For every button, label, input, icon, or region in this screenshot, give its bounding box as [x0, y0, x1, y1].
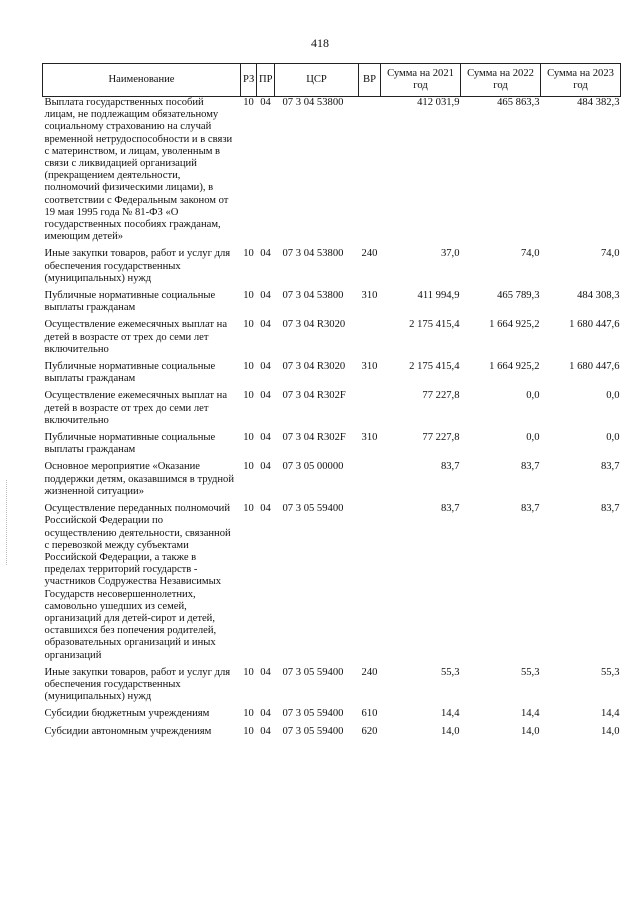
table-body: [43, 97, 621, 743]
row-name: Осуществление переданных полномочий Российской Федерации по осуществлению деятельности, связанной с перевозкой между субъектами Российской Федерации, а также в пределах территорий государств - участников Содружества Независимых Государств несовершеннолетних, самовольно ушедших из семей, организаций для детей-сирот и детей, оставшихся без попечения родителей, образовательных организаций и иных организаций: [44, 503, 231, 661]
row-sum-2022: 14,4: [520, 708, 540, 720]
row-vr: [359, 503, 381, 667]
row-sum-2021: 2 175 415,4: [409, 319, 460, 331]
row-sum-2021: 77 227,8: [422, 432, 460, 444]
row-rz: 10: [243, 290, 254, 302]
table-header: [43, 64, 621, 97]
row-sum-2021: 83,7: [440, 503, 460, 515]
row-csr: 07 3 05 59400: [282, 725, 344, 737]
table-row: [43, 708, 621, 725]
header-vr: ВР: [359, 64, 381, 97]
row-pr: 04: [260, 708, 271, 720]
row-sum-2022: 465 789,3: [497, 290, 540, 302]
row-rz: 10: [243, 503, 254, 515]
row-name: Иные закупки товаров, работ и услуг для обеспечения государственных (муниципальных) нужд: [44, 248, 231, 284]
row-sum-2022: 0,0: [526, 432, 540, 444]
row-sum-2022: 465 863,3: [497, 97, 540, 108]
table-row: [43, 390, 621, 432]
row-sum-2023: 0,0: [606, 432, 620, 444]
row-rz: 10: [243, 725, 254, 737]
row-vr: 310: [361, 290, 378, 302]
row-sum-2023: 55,3: [600, 666, 620, 678]
row-sum-2023: 83,7: [600, 461, 620, 473]
row-name: Выплата государственных пособий лицам, не подлежащим обязательному социальному страхованию на случай временной нетрудоспособности и в связи с материнством, и лицам, уволенным в связи с ликвидацией организаций (прекращением деятельности, полномочий физическими лицами), в соответствии с Федеральным законом от 19 мая 1995 года № 81-ФЗ «О государственных пособиях гражданам, имеющим детей»: [44, 97, 233, 243]
row-sum-2021: 14,4: [440, 708, 460, 720]
row-sum-2021: 14,0: [440, 725, 460, 737]
row-name: Публичные нормативные социальные выплаты гражданам: [44, 432, 216, 456]
row-sum-2022: 83,7: [520, 461, 540, 473]
header-name: Наименование: [43, 64, 241, 97]
row-csr: 07 3 04 R302F: [282, 432, 346, 444]
row-sum-2023: 74,0: [600, 248, 620, 260]
row-rz: 10: [243, 432, 254, 444]
table-row: [43, 667, 621, 709]
row-vr: 310: [361, 361, 378, 373]
margin-mark: [6, 480, 9, 565]
budget-table: [42, 63, 621, 743]
row-sum-2022: 0,0: [526, 390, 540, 402]
row-name: Публичные нормативные социальные выплаты гражданам: [44, 361, 216, 385]
row-rz: 10: [243, 708, 254, 720]
row-sum-2022: 1 664 925,2: [489, 361, 540, 373]
table-row: [43, 503, 621, 667]
table-row: [43, 290, 621, 319]
header-rz: РЗ: [241, 64, 257, 97]
header-sum-2023: Сумма на 2023 год: [541, 64, 621, 97]
row-vr: [359, 390, 381, 432]
row-csr: 07 3 04 R3020: [282, 319, 346, 331]
row-sum-2021: 412 031,9: [417, 97, 460, 108]
row-sum-2021: 55,3: [440, 666, 460, 678]
row-rz: 10: [243, 319, 254, 331]
row-pr: 04: [260, 97, 271, 108]
row-pr: 04: [260, 432, 271, 444]
row-csr: 07 3 04 53800: [282, 97, 344, 108]
table-row: [43, 97, 621, 249]
row-csr: 07 3 04 R302F: [282, 390, 346, 402]
row-sum-2023: 484 382,3: [577, 97, 620, 108]
row-vr: 240: [361, 248, 378, 260]
table-row: [43, 432, 621, 461]
header-csr: ЦСР: [275, 64, 359, 97]
page-number: 418: [311, 36, 329, 50]
row-sum-2023: 0,0: [606, 390, 620, 402]
row-pr: 04: [260, 666, 271, 678]
row-csr: 07 3 04 53800: [282, 290, 344, 302]
row-rz: 10: [243, 248, 254, 260]
row-sum-2023: 83,7: [600, 503, 620, 515]
row-sum-2023: 1 680 447,6: [569, 361, 620, 373]
row-rz: 10: [243, 461, 254, 473]
row-sum-2021: 83,7: [440, 461, 460, 473]
row-csr: 07 3 04 53800: [282, 248, 344, 260]
row-sum-2022: 14,0: [520, 725, 540, 737]
row-name: Субсидии бюджетным учреждениям: [44, 708, 210, 720]
table-row: [43, 361, 621, 390]
row-pr: 04: [260, 319, 271, 331]
row-vr: 610: [361, 708, 378, 720]
row-vr: 310: [361, 432, 378, 444]
row-sum-2022: 55,3: [520, 666, 540, 678]
row-name: Иные закупки товаров, работ и услуг для обеспечения государственных (муниципальных) нужд: [44, 666, 231, 703]
row-name: Осуществление ежемесячных выплат на детей в возрасте от трех до семи лет включительно: [44, 319, 228, 355]
row-pr: 04: [260, 390, 271, 402]
row-csr: 07 3 05 00000: [282, 461, 344, 473]
row-pr: 04: [260, 461, 271, 473]
row-rz: 10: [243, 390, 254, 402]
row-sum-2021: 77 227,8: [422, 390, 460, 402]
row-rz: 10: [243, 666, 254, 678]
row-sum-2023: 14,4: [600, 708, 620, 720]
row-name: Осуществление ежемесячных выплат на детей в возрасте от трех до семи лет включительно: [44, 390, 228, 426]
header-sum-2021: Сумма на 2021 год: [381, 64, 461, 97]
row-vr: [359, 461, 381, 503]
row-vr: [359, 319, 381, 361]
row-rz: 10: [243, 97, 254, 108]
row-rz: 10: [243, 361, 254, 373]
row-pr: 04: [260, 290, 271, 302]
row-sum-2021: 411 994,9: [417, 290, 460, 302]
row-pr: 04: [260, 503, 271, 515]
row-vr: 240: [361, 666, 378, 678]
row-pr: 04: [260, 248, 271, 260]
row-name: Публичные нормативные социальные выплаты гражданам: [44, 290, 216, 314]
row-vr: 620: [361, 725, 378, 737]
row-csr: 07 3 05 59400: [282, 708, 344, 720]
row-sum-2022: 1 664 925,2: [489, 319, 540, 331]
row-csr: 07 3 04 R3020: [282, 361, 346, 373]
row-sum-2021: 2 175 415,4: [409, 361, 460, 373]
row-csr: 07 3 05 59400: [282, 666, 344, 678]
row-sum-2023: 1 680 447,6: [569, 319, 620, 331]
row-csr: 07 3 05 59400: [282, 503, 344, 515]
row-sum-2022: 83,7: [520, 503, 540, 515]
table-row: [43, 461, 621, 503]
row-sum-2021: 37,0: [440, 248, 460, 260]
row-name: Субсидии автономным учреждениям: [44, 725, 212, 737]
table-row: [43, 319, 621, 361]
row-name: Основное мероприятие «Оказание поддержки детям, оказавшимся в трудной жизненной ситуации»: [44, 461, 235, 497]
header-sum-2022: Сумма на 2022 год: [461, 64, 541, 97]
row-sum-2022: 74,0: [520, 248, 540, 260]
row-sum-2023: 484 308,3: [577, 290, 620, 302]
row-pr: 04: [260, 361, 271, 373]
header-pr: ПР: [257, 64, 275, 97]
row-sum-2023: 14,0: [600, 725, 620, 737]
row-vr: [359, 97, 381, 249]
row-pr: 04: [260, 725, 271, 737]
table-row: [43, 726, 621, 743]
table-row: [43, 248, 621, 290]
